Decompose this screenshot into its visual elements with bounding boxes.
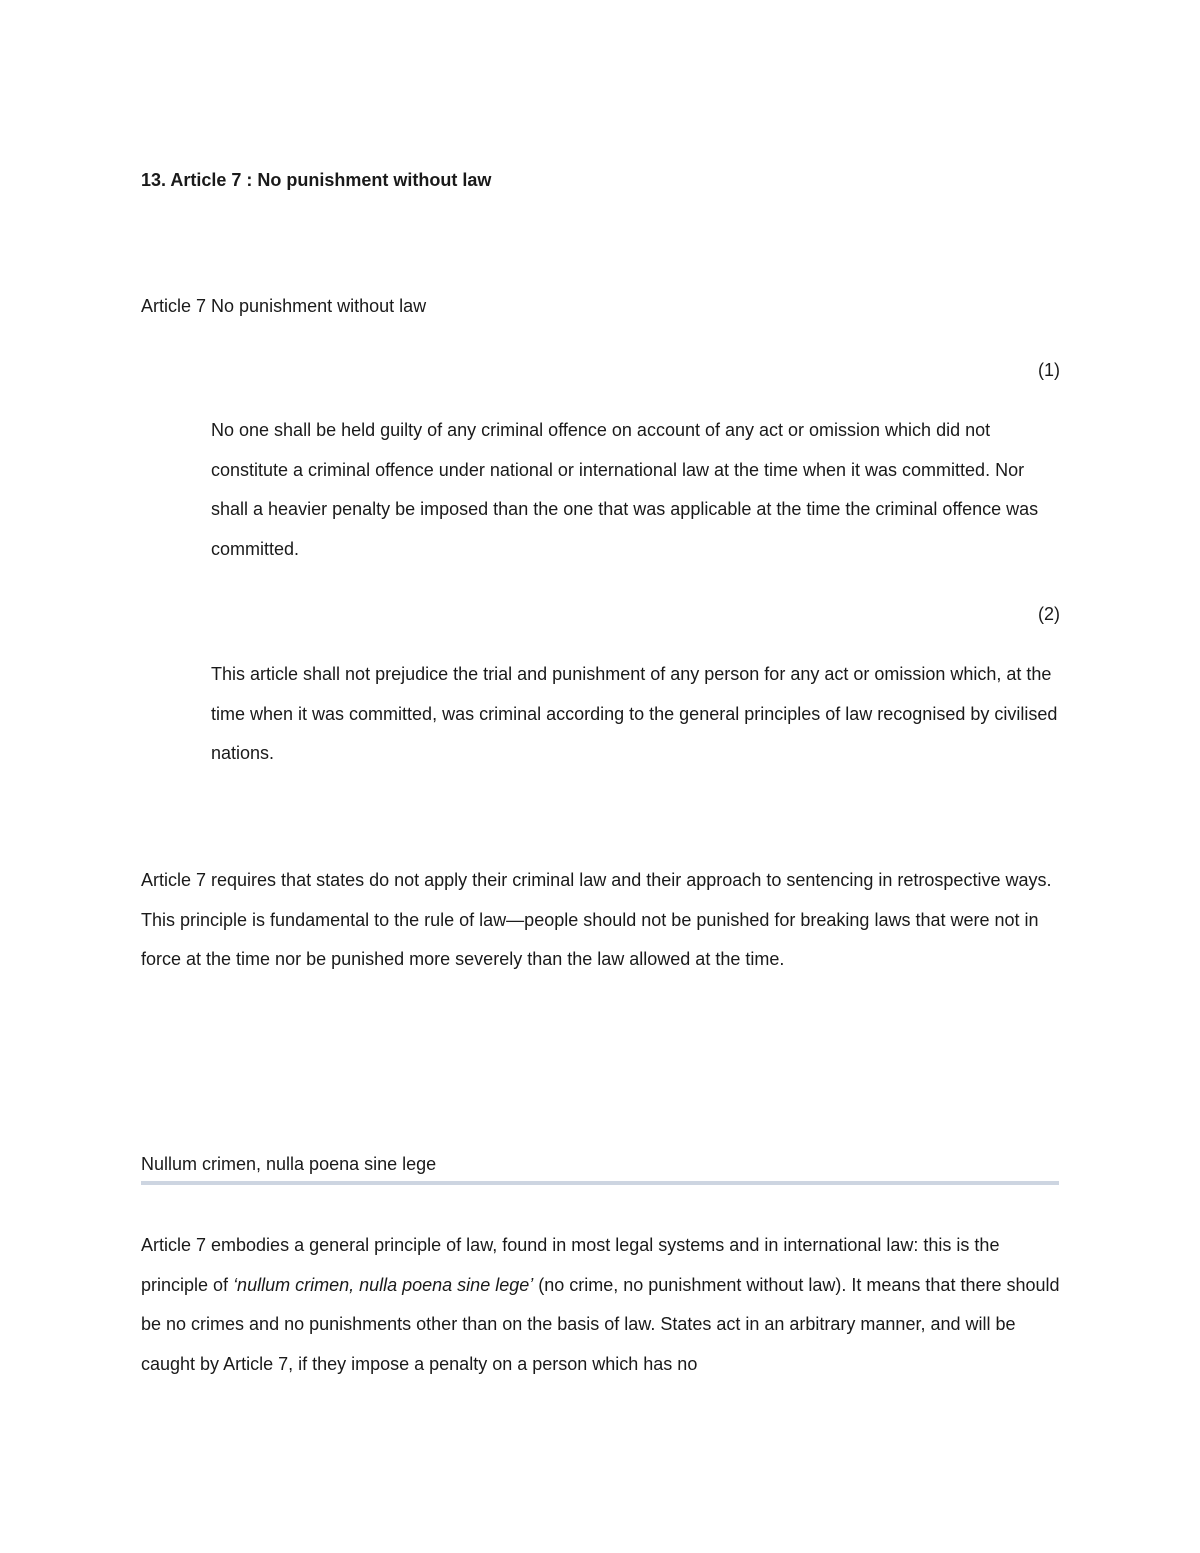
article-paragraph-2: This article shall not prejudice the trial and punishment of any person for any act or omission which, at the time when it was committed, was criminal according to the general principles of law recognised by civilised nations. [211,664,1058,763]
paragraph-number-2: (2) [1038,604,1060,624]
document-heading: 13. Article 7 : No punishment without law [141,170,492,190]
latin-phrase: ‘nullum crimen, nulla poena sine lege’ [233,1274,534,1295]
paragraph-number-1: (1) [1038,360,1060,380]
article-paragraph-1: No one shall be held guilty of any criminal offence on account of any act or omission which did not constitute a criminal offence under national or international law at the time when it was committed. Nor shall a heavier penalty be imposed than the one that was applicable at the time the criminal offence was committed. [211,420,1039,559]
section-divider [141,1181,1059,1185]
article-subheading: Article 7 No punishment without law [141,296,427,316]
section-text-before-latin: Article 7 embodies a general principle of law, found in most legal systems and in international law: this is the principle of [141,1235,1000,1295]
section-text-after-latin: (no crime, no punishment without law). It means that there should be no crimes and no punishments other than on the basis of law. States act in an arbitrary manner, and will be caught by Article 7, if they impose a penalty on a person which has no [141,1274,1060,1374]
explanation-paragraph: Article 7 requires that states do not apply their criminal law and their approach to sentencing in retrospective ways. This principle is fundamental to the rule of law—people should not be punished for breaking laws that were not in force at the time nor be punished more severely than the law allowed at the time. [141,870,1052,969]
section-title: Nullum crimen, nulla poena sine lege [141,1154,437,1174]
section-paragraph [141,1226,1061,1384]
